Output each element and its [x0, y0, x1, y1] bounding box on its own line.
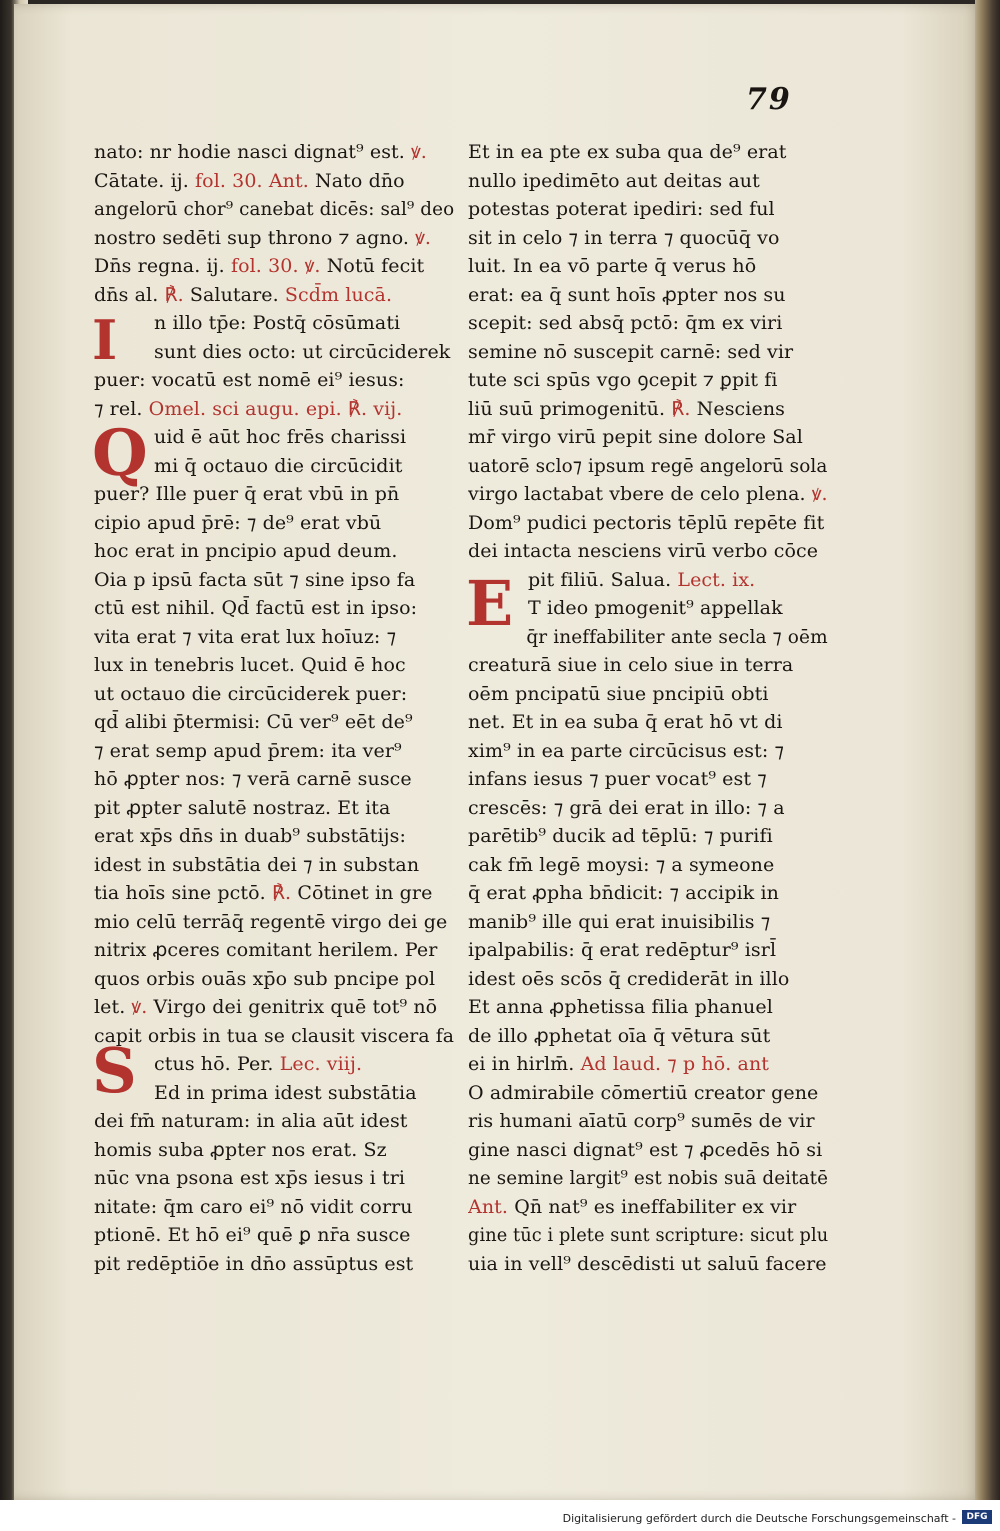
book-right-edge — [975, 0, 1000, 1500]
line-text: ctū est nihil. Qd̄ factū est in ipso: — [94, 597, 418, 619]
line-text: net. Et in ea suba q̄ erat hō vt di — [468, 711, 783, 733]
rubric-text: Scd̄m lucā. — [284, 283, 393, 306]
text-line — [468, 138, 828, 167]
rubric-text: ꝟ. — [131, 996, 154, 1018]
text-line — [468, 309, 828, 338]
text-line — [94, 623, 454, 652]
line-text: nitate: q̄m caro ei⁹ nō vidit corru — [94, 1195, 413, 1218]
text-line — [94, 338, 454, 367]
line-text: hoc erat in pncipio apud deum. — [94, 540, 398, 562]
line-text: Cātate. ij. — [94, 169, 196, 192]
text-line — [94, 794, 454, 823]
line-text: puer: vocatū est nomē ei⁹ iesus: — [94, 369, 405, 391]
text-line — [94, 138, 454, 167]
text-line — [94, 651, 454, 680]
line-text: ⁊ erat semp apud p̄rem: ita ver⁹ — [94, 739, 402, 762]
line-text: parētib⁹ ducik ad tēplū: ⁊ purifi — [468, 825, 773, 847]
text-line — [468, 908, 828, 937]
text-line — [468, 509, 828, 538]
text-line — [94, 936, 454, 965]
text-line — [468, 851, 828, 880]
rubric-text: fol. 30. ꝟ. — [230, 255, 327, 277]
text-line — [468, 1164, 828, 1193]
line-text: cipio apud p̄rē: ⁊ de⁹ erat vbū — [94, 511, 382, 534]
text-line — [94, 1250, 454, 1279]
line-text: uia in vell⁹ descēdisti ut saluū facere — [468, 1252, 827, 1275]
text-line — [468, 1022, 828, 1051]
text-line — [94, 1193, 454, 1222]
text-line — [468, 737, 828, 766]
text-line — [94, 1107, 454, 1136]
rubric-text: Omel. sci augu. epi. ℟. vij. — [148, 397, 403, 420]
text-line — [94, 1221, 454, 1250]
line-text: Nesciens — [696, 397, 786, 420]
text-line — [468, 1250, 828, 1279]
text-line — [94, 879, 454, 908]
initial-i: I — [92, 308, 118, 372]
line-text: de illo ꝓphetat oīa q̄ vētura sūt — [468, 1024, 771, 1047]
line-text: ctus hō. Per. — [154, 1053, 280, 1075]
text-line — [94, 1050, 454, 1079]
initial-q: Q — [92, 416, 148, 491]
text-line — [468, 195, 828, 224]
text-line — [94, 822, 454, 851]
line-text: puer? Ille puer q̄ erat vbū in pn̄ — [94, 483, 400, 505]
line-text: ipalpabilis: q̄ erat redēptur⁹ isrl̄ — [468, 939, 777, 961]
line-text: pit redēptiōe in dn̄o assūptus est — [94, 1252, 414, 1275]
line-text: quos orbis ouās xp̄o sub pncipe pol — [94, 967, 436, 990]
line-text: mio celū terrāq̄ regentē virgo dei ge — [94, 910, 448, 933]
text-line — [94, 594, 454, 623]
line-text: gine tūc i plete sunt scripture: sicut plu — [468, 1224, 829, 1246]
text-line — [468, 623, 886, 652]
line-text: crescēs: ⁊ grā dei erat in illo: ⁊ a — [468, 796, 785, 819]
line-text: Et in ea pte ex suba qua de⁹ erat — [468, 141, 787, 163]
line-text: erat xp̄s dn̄s in duab⁹ substātijs: — [94, 825, 407, 847]
text-line — [468, 936, 828, 965]
line-text: vita erat ⁊ vita erat lux hoīuz: ⁊ — [94, 625, 397, 648]
text-line — [468, 537, 828, 566]
line-text: ne semine largit⁹ est nobis suā deitatē — [468, 1167, 828, 1189]
rubric-text: ℟. — [671, 397, 697, 420]
text-line — [468, 651, 828, 680]
line-text: oēm pncipatū siue pncipiū obti — [468, 682, 769, 705]
text-line — [468, 252, 828, 281]
line-text: idest in substātia dei ⁊ in substan — [94, 853, 420, 876]
line-text: infans iesus ⁊ puer vocat⁹ est ⁊ — [468, 768, 767, 790]
line-text: Salutare. — [189, 283, 285, 306]
line-text: n illo tp̄e: Postq̄ cōsūmati — [154, 312, 401, 334]
line-text: q̄r ineffabiliter ante secla ⁊ oēm — [526, 625, 828, 648]
line-text: ei in hirlm̄. — [468, 1053, 581, 1075]
text-line — [468, 708, 828, 737]
text-line — [94, 1079, 454, 1108]
text-line — [94, 1022, 454, 1051]
line-text: idest oēs scōs q̄ crediderāt in illo — [468, 967, 790, 990]
rubric-text: Lect. ix. — [677, 568, 756, 591]
text-line — [94, 1136, 454, 1165]
rubric-text: Ant. — [468, 1195, 515, 1218]
text-line — [94, 566, 454, 595]
funding-note: Digitalisierung gefördert durch die Deutsche Forschungsgemeinschaft - — [562, 1512, 956, 1525]
text-line — [468, 1079, 828, 1108]
text-line — [468, 167, 828, 196]
rubric-text: ℟. — [164, 283, 190, 306]
line-text: nostro sedēti sup throno ⁊ agno. — [94, 226, 416, 249]
line-text: ris humani aīatū corp⁹ sumēs de vir — [468, 1110, 815, 1132]
text-line — [94, 765, 454, 794]
text-line — [468, 480, 828, 509]
line-text: Et anna ꝓphetissa filia phanuel — [468, 996, 773, 1018]
text-line — [94, 195, 454, 224]
line-text: ⁊ rel. — [94, 397, 149, 420]
line-text: angelorū chor⁹ canebat dicēs: sal⁹ deo — [94, 198, 454, 220]
line-text: mi q̄ octauo die circūcidit — [154, 454, 403, 477]
line-text: lux in tenebris lucet. Quid ē hoc — [94, 654, 406, 676]
text-line — [94, 1164, 454, 1193]
text-line — [468, 224, 828, 253]
rubric-text: ℟. — [271, 882, 298, 904]
line-text: Qn̄ nat⁹ es ineffabiliter ex vir — [514, 1195, 797, 1218]
text-line — [468, 822, 828, 851]
line-text: pit ꝓpter salutē nostraz. Et ita — [94, 796, 391, 819]
line-text: Notū fecit — [326, 255, 425, 277]
line-text: dn̄s al. — [94, 283, 165, 306]
line-text: erat: ea q̄ sunt hoīs ꝓpter nos su — [468, 283, 786, 306]
line-text: tute sci spūs vgo ꝯcepit ⁊ ꝑpit fi — [468, 369, 778, 391]
text-line — [94, 480, 454, 509]
line-text: nitrix ꝓceres comitant herilem. Per — [94, 939, 438, 961]
line-text: Dom⁹ pudici pectoris tēplū repēte fit — [468, 511, 825, 534]
text-line — [94, 708, 454, 737]
line-text: pit filiū. Salua. — [528, 568, 678, 591]
line-text: creaturā siue in celo siue in terra — [468, 654, 794, 676]
text-line — [468, 1107, 828, 1136]
line-text: ut octauo die circūciderek puer: — [94, 682, 408, 705]
line-text: tia hoīs sine pctō. — [94, 882, 272, 904]
text-line — [468, 423, 828, 452]
text-line — [94, 366, 454, 395]
line-text: T ideo pmogenit⁹ appellak — [528, 597, 783, 619]
line-text: Dn̄s regna. ij. — [94, 255, 231, 277]
line-text: uid ē aūt hoc frēs charissi — [154, 426, 407, 448]
line-text: nūc vna psona est xp̄s iesus i tri — [94, 1167, 406, 1189]
text-line — [468, 366, 828, 395]
text-line — [94, 509, 454, 538]
line-text: manib⁹ ille qui erat inuisibilis ⁊ — [468, 910, 771, 933]
line-text: virgo lactabat vbere de celo plena. — [468, 483, 812, 505]
text-line — [94, 281, 454, 310]
text-line — [94, 252, 454, 281]
text-line — [94, 309, 454, 338]
text-line — [94, 423, 454, 452]
line-text: Oia p ipsū facta sūt ⁊ sine ipso fa — [94, 568, 416, 591]
text-line — [468, 1050, 828, 1079]
text-line — [468, 965, 828, 994]
line-text: Virgo dei genitrix quē tot⁹ nō — [153, 996, 438, 1018]
text-line — [468, 993, 828, 1022]
text-line — [94, 851, 454, 880]
line-text: O admirabile cōmertiū creator gene — [468, 1081, 819, 1104]
line-text: homis suba ꝓpter nos erat. Sz — [94, 1138, 387, 1161]
line-text: scepit: sed absq̄ pctō: q̄m ex viri — [468, 312, 783, 334]
text-line — [468, 1136, 828, 1165]
text-line — [468, 452, 828, 481]
line-text: dei fm̄ naturam: in alia aūt idest — [94, 1110, 408, 1132]
rubric-text: ꝟ. — [411, 141, 427, 163]
text-line — [94, 680, 454, 709]
line-text: let. — [94, 996, 132, 1018]
text-line — [94, 965, 454, 994]
text-line — [468, 765, 828, 794]
rubric-text: fol. 30. Ant. — [195, 169, 316, 192]
text-line — [468, 594, 828, 623]
line-text: Nato dn̄o — [315, 169, 405, 192]
text-line — [468, 281, 828, 310]
line-text: sit in celo ⁊ in terra ⁊ quocūq̄ vo — [468, 226, 780, 249]
text-line — [468, 1193, 828, 1222]
rubric-text: Ad laud. ⁊ p hō. ant — [580, 1053, 770, 1075]
initial-e: E — [466, 567, 514, 640]
text-line — [94, 395, 454, 424]
text-line — [94, 993, 454, 1022]
line-text: liū suū primogenitū. — [468, 397, 672, 420]
line-text: nato: nr hodie nasci dignat⁹ est. — [94, 141, 412, 163]
text-line — [468, 794, 828, 823]
text-line — [94, 908, 454, 937]
line-text: uatorē sclo⁊ ipsum regē angelorū sola — [468, 454, 828, 477]
line-text: Ed in prima idest substātia — [154, 1081, 417, 1104]
right-text-column — [468, 138, 828, 1278]
left-text-column — [94, 138, 454, 1278]
text-line — [468, 680, 828, 709]
rubric-text: ꝟ. — [415, 226, 431, 249]
line-text: luit. In ea vō parte q̄ verus hō — [468, 255, 757, 277]
text-line — [468, 566, 828, 595]
initial-s: S — [92, 1034, 137, 1107]
line-text: hō ꝓpter nos: ⁊ verā carnē susce — [94, 768, 412, 790]
line-text: capit orbis in tua se clausit viscera fa — [94, 1024, 454, 1047]
text-line — [94, 737, 454, 766]
line-text: cak fm̄ legē moysi: ⁊ a symeone — [468, 853, 775, 876]
text-line — [468, 395, 828, 424]
text-line — [94, 452, 454, 481]
dfg-logo: DFG — [962, 1510, 992, 1524]
line-text: potestas poterat ipediri: sed ful — [468, 198, 775, 220]
text-line — [468, 1221, 828, 1250]
line-text: ptionē. Et hō ei⁹ quē ꝑ nr̄a susce — [94, 1224, 411, 1246]
line-text: xim⁹ in ea parte circūcisus est: ⁊ — [468, 739, 785, 762]
line-text: semine nō suscepit carnē: sed vir — [468, 340, 794, 363]
rubric-text: Lec. viij. — [279, 1053, 363, 1075]
line-text: sunt dies octo: ut circūciderek — [154, 340, 451, 363]
text-line — [468, 338, 828, 367]
text-line — [94, 537, 454, 566]
folio-number: 79 — [746, 82, 792, 117]
line-text: mr̄ virgo virū pepit sine dolore Sal — [468, 426, 803, 448]
line-text: gine nasci dignat⁹ est ⁊ ꝓcedēs hō si — [468, 1138, 823, 1161]
rubric-text: ꝟ. — [811, 483, 828, 505]
text-line — [94, 224, 454, 253]
line-text: qd̄ alibi p̄termisi: Cū ver⁹ eēt de⁹ — [94, 711, 413, 733]
line-text: nullo ipedimēto aut deitas aut — [468, 169, 760, 192]
line-text: dei intacta nesciens virū verbo cōce — [468, 540, 819, 562]
line-text: Cōtinet in gre — [297, 882, 433, 904]
text-line — [468, 879, 828, 908]
line-text: q̄ erat ꝓpha bn̄dicit: ⁊ accipik in — [468, 882, 780, 904]
text-line — [94, 167, 454, 196]
